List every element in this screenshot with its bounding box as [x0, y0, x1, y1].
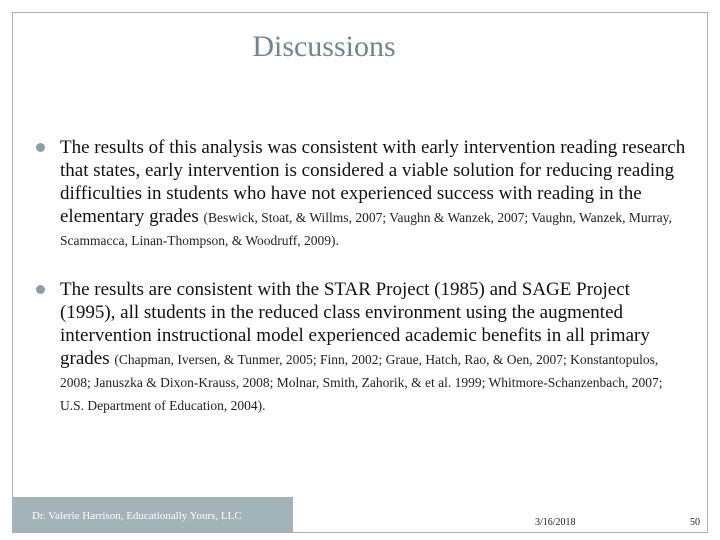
bullet-dot-icon: [36, 143, 45, 152]
bullet-list: [20, 136, 688, 443]
footer-author: Dr. Valerie Harrison, Educationally Yours, LLC: [32, 510, 242, 522]
footer-date: 3/16/2018: [535, 517, 576, 528]
bullet-text: The results are consistent with the STAR Project (1985) and SAGE Project (1995), all students in the reduced class environment using the augmented intervention instructional model experienced academic benefits in all primary grades: [60, 279, 650, 369]
slide-title: Discussions: [252, 30, 396, 63]
page-number: 50: [690, 517, 700, 528]
bullet-citation: (Beswick, Stoat, & Willms, 2007; Vaughn & Wanzek, 2007; Vaughn, Wanzek, Murray, Scammacca, Linan-Thompson, & Woodruff, 2009).: [60, 210, 672, 248]
bullet-dot-icon: [36, 285, 45, 294]
bullet-item: [20, 278, 688, 416]
bullet-item: [20, 136, 688, 251]
bullet-citation: (Chapman, Iversen, & Tunmer, 2005; Finn, 2002; Graue, Hatch, Rao, & Oen, 2007; Konstantopulos, 2008; Januszka & Dixon-Krauss, 2008; Molnar, Smith, Zahorik, & et al. 1999; Whitmore-Schanzenbach, 2007; U.S. Department of Education, 2004).: [60, 352, 663, 413]
bullet-text: The results of this analysis was consistent with early intervention reading research that states, early intervention is considered a viable solution for reducing reading difficulties in students who have not experienced success with reading in the elementary grades: [60, 137, 686, 227]
